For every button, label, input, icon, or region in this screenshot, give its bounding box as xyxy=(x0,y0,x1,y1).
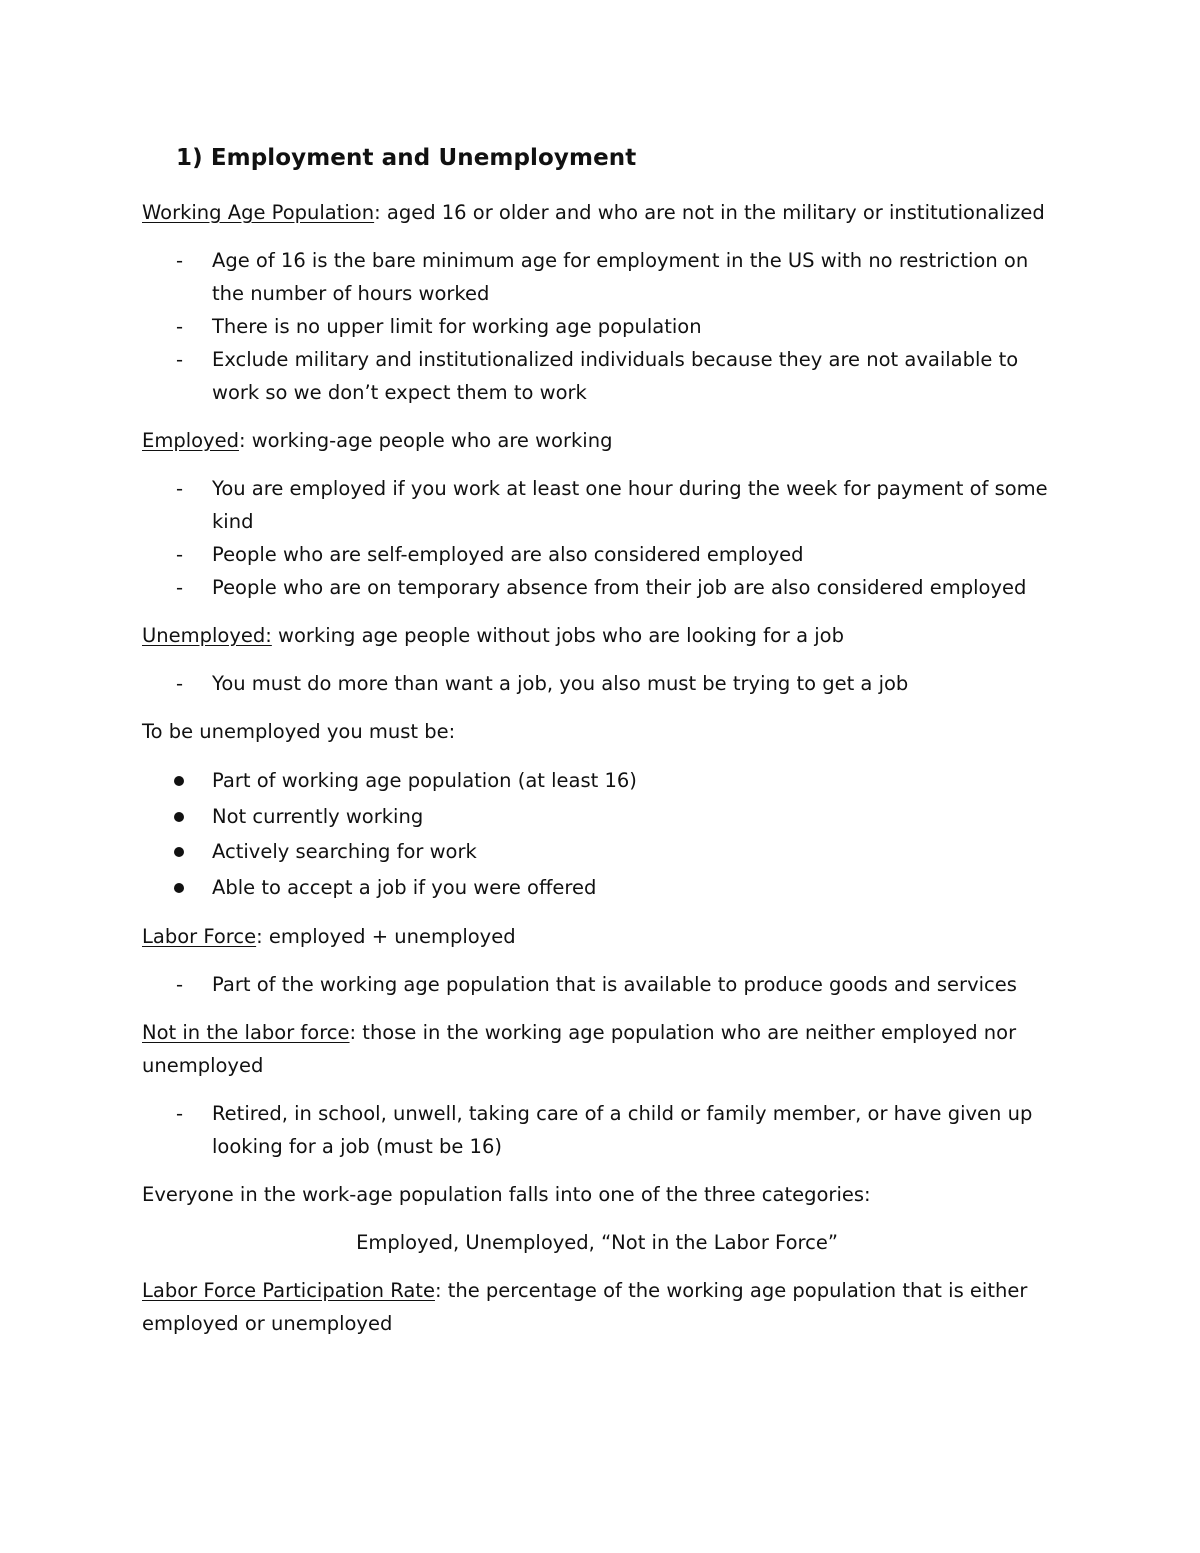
to-be-unemployed-list xyxy=(142,763,1060,905)
list-item: Not currently working xyxy=(142,799,1060,835)
dash-marker: - xyxy=(176,543,184,566)
participation-rate-text: : the percentage of the working age population that is either employed or unemployed xyxy=(142,1279,1028,1335)
bullet-dot-icon xyxy=(174,883,184,893)
dash-marker: - xyxy=(176,477,184,500)
labor-force-text: : employed + unemployed xyxy=(256,925,516,948)
list-item: - Age of 16 is the bare minimum age for employment in the US with no restriction on the number of hours worked xyxy=(142,244,1060,310)
bullet-dot-icon xyxy=(174,812,184,822)
working-age-term: Working Age Population xyxy=(142,201,375,224)
categories-list: Employed, Unemployed, “Not in the Labor Force” xyxy=(356,1231,838,1254)
employed-term: Employed xyxy=(142,429,239,452)
bullet-dot-icon xyxy=(174,847,184,857)
list-item: - You must do more than want a job, you also must be trying to get a job xyxy=(142,667,1060,700)
unemployed-bullets xyxy=(142,667,1060,700)
categories-intro: Everyone in the work-age population falls into one of the three categories: xyxy=(142,1183,871,1206)
list-item: - There is no upper limit for working age population xyxy=(142,310,1060,343)
bullet-dot-icon xyxy=(174,776,184,786)
not-in-labor-force-text: : those in the working age population who are neither employed nor unemployed xyxy=(142,1021,1017,1077)
employed-definition xyxy=(142,424,1060,457)
not-in-labor-force-bullets xyxy=(142,1097,1060,1163)
unemployed-term: Unemployed: xyxy=(142,624,272,647)
dash-marker: - xyxy=(176,576,184,599)
employed-bullets xyxy=(142,472,1060,604)
section-heading: 1) Employment and Unemployment xyxy=(176,145,637,171)
participation-rate-definition xyxy=(142,1274,1060,1340)
dash-marker: - xyxy=(176,672,184,695)
participation-rate-term: Labor Force Participation Rate xyxy=(142,1279,435,1302)
list-item: - You are employed if you work at least one hour during the week for payment of some kind xyxy=(142,472,1060,538)
dash-marker: - xyxy=(176,249,184,272)
labor-force-bullets xyxy=(142,968,1060,1001)
labor-force-definition xyxy=(142,920,1060,953)
not-in-labor-force-term: Not in the labor force xyxy=(142,1021,350,1044)
dash-marker: - xyxy=(176,973,184,996)
dash-marker: - xyxy=(176,315,184,338)
unemployed-definition xyxy=(142,619,1060,652)
not-in-labor-force-definition xyxy=(142,1016,1060,1082)
unemployed-text: working age people without jobs who are looking for a job xyxy=(271,624,844,647)
list-item: - Exclude military and institutionalized individuals because they are not available to work so we don’t expect them to work xyxy=(142,343,1060,409)
working-age-definition xyxy=(142,196,1060,229)
list-item: - People who are self-employed are also considered employed xyxy=(142,538,1060,571)
dash-marker: - xyxy=(176,348,184,371)
list-item: - Part of the working age population that is available to produce goods and services xyxy=(142,968,1060,1001)
working-age-bullets xyxy=(142,244,1060,409)
working-age-text: : aged 16 or older and who are not in the military or institutionalized xyxy=(374,201,1045,224)
labor-force-term: Labor Force xyxy=(142,925,257,948)
list-item: - Retired, in school, unwell, taking care of a child or family member, or have given up looking for a job (must be 16) xyxy=(142,1097,1060,1163)
employed-text: : working-age people who are working xyxy=(238,429,613,452)
list-item: Actively searching for work xyxy=(142,834,1060,870)
list-item: Able to accept a job if you were offered xyxy=(142,870,1060,906)
list-item: Part of working age population (at least 16) xyxy=(142,763,1060,799)
to-be-unemployed-intro: To be unemployed you must be: xyxy=(142,720,456,743)
list-item: - People who are on temporary absence from their job are also considered employed xyxy=(142,571,1060,604)
dash-marker: - xyxy=(176,1102,184,1125)
